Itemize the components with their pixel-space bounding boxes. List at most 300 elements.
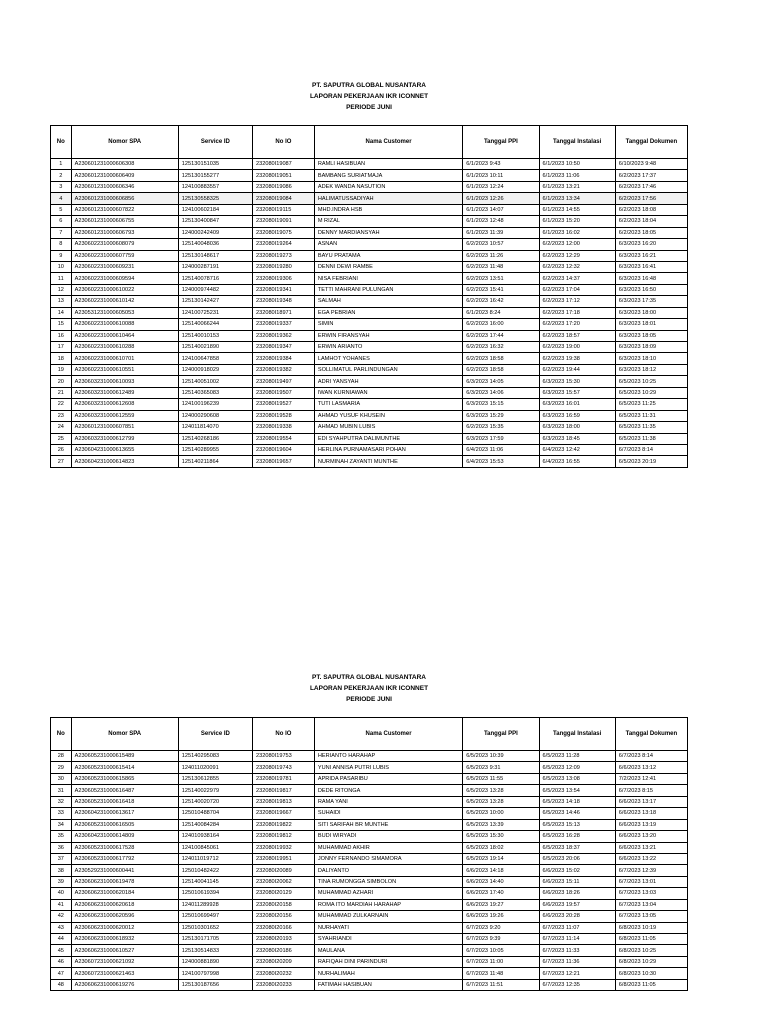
cell-service-id: 124100883557 xyxy=(178,181,252,192)
cell-tanggal-dokumen: 7/2/2023 12:41 xyxy=(615,773,687,784)
cell-no: 24 xyxy=(51,422,72,433)
cell-tanggal-ppi: 6/1/2023 8:24 xyxy=(463,307,539,318)
cell-no: 8 xyxy=(51,239,72,250)
cell-no-io: 232080I20209 xyxy=(253,956,315,967)
table-row xyxy=(51,239,688,250)
cell-tanggal-dokumen: 6/7/2023 13:01 xyxy=(615,876,687,887)
table-row xyxy=(51,159,688,170)
cell-no: 14 xyxy=(51,307,72,318)
cell-no-io: 232080I20186 xyxy=(253,945,315,956)
cell-nama-customer: RAMA YANI xyxy=(314,796,462,807)
cell-tanggal-ppi: 6/4/2023 15:53 xyxy=(463,456,539,467)
cell-service-id: 125140084284 xyxy=(178,819,252,830)
cell-service-id: 124100797998 xyxy=(178,968,252,979)
cell-nomor-spa: A230529231000600441 xyxy=(71,865,178,876)
cell-service-id: 125140078716 xyxy=(178,273,252,284)
table-row xyxy=(51,330,688,341)
table-row xyxy=(51,456,688,467)
cell-nomor-spa: A230605231000615489 xyxy=(71,751,178,762)
cell-no-io: 232080I20062 xyxy=(253,876,315,887)
cell-no-io: 232080I19347 xyxy=(253,342,315,353)
table-row xyxy=(51,387,688,398)
report-title: LAPORAN PEKERJAAN IKR ICONNET xyxy=(309,93,429,100)
cell-tanggal-ppi: 6/5/2023 13:28 xyxy=(463,785,539,796)
cell-tanggal-dokumen: 6/3/2023 16:20 xyxy=(615,239,687,250)
cell-no-io: 232080I19273 xyxy=(253,250,315,261)
cell-service-id: 125140022979 xyxy=(178,785,252,796)
cell-no: 44 xyxy=(51,934,72,945)
cell-service-id: 125140365083 xyxy=(178,387,252,398)
cell-nomor-spa: A230606231000619276 xyxy=(71,979,178,990)
cell-no-io: 232080I19554 xyxy=(253,433,315,444)
cell-nomor-spa: A230602231000610464 xyxy=(71,330,178,341)
cell-service-id: 125140048036 xyxy=(178,239,252,250)
cell-service-id: 124100845061 xyxy=(178,842,252,853)
cell-service-id: 125140211864 xyxy=(178,456,252,467)
table-row xyxy=(51,273,688,284)
cell-tanggal-ppi: 6/1/2023 9:43 xyxy=(463,159,539,170)
cell-nama-customer: AHMAD YUSUF KHUSEIN xyxy=(314,410,462,421)
cell-tanggal-ppi: 6/1/2023 10:11 xyxy=(463,170,539,181)
cell-service-id: 125010301652 xyxy=(178,922,252,933)
cell-tanggal-ppi: 6/6/2023 17:40 xyxy=(463,888,539,899)
cell-no-io: 232080I19507 xyxy=(253,387,315,398)
cell-tanggal-dokumen: 6/5/2023 11:38 xyxy=(615,433,687,444)
table-row xyxy=(51,773,688,784)
table-row xyxy=(51,785,688,796)
cell-service-id: 125140021890 xyxy=(178,342,252,353)
table-row xyxy=(51,819,688,830)
cell-no-io: 232080I19497 xyxy=(253,376,315,387)
cell-nomor-spa: A230605231000616505 xyxy=(71,819,178,830)
cell-nomor-spa: A230601231000606409 xyxy=(71,170,178,181)
cell-nomor-spa: A230602231000609594 xyxy=(71,273,178,284)
col-header-nomor-spa: Nomor SPA xyxy=(71,126,178,159)
cell-tanggal-ppi: 6/5/2023 19:14 xyxy=(463,853,539,864)
cell-no: 32 xyxy=(51,796,72,807)
cell-tanggal-instalasi: 6/6/2023 20:28 xyxy=(539,911,615,922)
table-row xyxy=(51,899,688,910)
cell-tanggal-ppi: 6/1/2023 14:07 xyxy=(463,204,539,215)
company-name: PT. SAPUTRA GLOBAL NUSANTARA xyxy=(312,82,426,89)
cell-tanggal-instalasi: 6/1/2023 11:06 xyxy=(539,170,615,181)
cell-no: 33 xyxy=(51,808,72,819)
report-header xyxy=(50,672,688,705)
cell-tanggal-ppi: 6/5/2023 11:55 xyxy=(463,773,539,784)
table-row xyxy=(51,751,688,762)
cell-tanggal-ppi: 6/2/2023 15:41 xyxy=(463,284,539,295)
table-row xyxy=(51,979,688,990)
cell-service-id: 125140289955 xyxy=(178,444,252,455)
cell-nomor-spa: A230602231000610142 xyxy=(71,296,178,307)
cell-no: 46 xyxy=(51,956,72,967)
cell-no: 13 xyxy=(51,296,72,307)
cell-nomor-spa: A230606231000620012 xyxy=(71,922,178,933)
cell-no-io: 232080I19382 xyxy=(253,364,315,375)
cell-tanggal-instalasi: 6/2/2023 12:00 xyxy=(539,239,615,250)
cell-nomor-spa: A230606231000620596 xyxy=(71,911,178,922)
cell-service-id: 125010699497 xyxy=(178,911,252,922)
cell-service-id: 125130612855 xyxy=(178,773,252,784)
cell-nama-customer: ERWIN ARIANTO xyxy=(314,342,462,353)
cell-tanggal-ppi: 6/2/2023 18:58 xyxy=(463,353,539,364)
cell-service-id: 125010619394 xyxy=(178,888,252,899)
table-row xyxy=(51,934,688,945)
table-row xyxy=(51,204,688,215)
cell-tanggal-dokumen: 6/3/2023 16:21 xyxy=(615,250,687,261)
cell-service-id: 125130142427 xyxy=(178,296,252,307)
cell-tanggal-dokumen: 6/3/2023 16:50 xyxy=(615,284,687,295)
cell-tanggal-ppi: 6/1/2023 11:39 xyxy=(463,227,539,238)
cell-no-io: 232080I19362 xyxy=(253,330,315,341)
cell-nama-customer: DALIYANTO xyxy=(314,865,462,876)
cell-nama-customer: HALIMATUSSADIYAH xyxy=(314,193,462,204)
cell-nama-customer: LAMHOT YOHANES xyxy=(314,353,462,364)
cell-tanggal-dokumen: 6/5/2023 11:31 xyxy=(615,410,687,421)
cell-tanggal-dokumen: 6/5/2023 11:35 xyxy=(615,422,687,433)
cell-tanggal-dokumen: 6/7/2023 8:14 xyxy=(615,751,687,762)
cell-tanggal-instalasi: 6/3/2023 15:57 xyxy=(539,387,615,398)
cell-tanggal-instalasi: 6/5/2023 14:46 xyxy=(539,808,615,819)
cell-tanggal-instalasi: 6/5/2023 12:09 xyxy=(539,762,615,773)
cell-tanggal-dokumen: 6/6/2023 13:19 xyxy=(615,819,687,830)
table-row xyxy=(51,193,688,204)
cell-tanggal-instalasi: 6/1/2023 10:50 xyxy=(539,159,615,170)
table-row xyxy=(51,968,688,979)
table-row xyxy=(51,808,688,819)
cell-service-id: 124100725231 xyxy=(178,307,252,318)
col-header-tanggal-ppi: Tanggal PPI xyxy=(463,718,539,751)
cell-nomor-spa: A230607231000621463 xyxy=(71,968,178,979)
cell-nama-customer: DENNY MARDIANSYAH xyxy=(314,227,462,238)
cell-tanggal-dokumen: 6/10/2023 9:48 xyxy=(615,159,687,170)
cell-no-io: 232080I19781 xyxy=(253,773,315,784)
table-row xyxy=(51,216,688,227)
table-row xyxy=(51,261,688,272)
cell-no-io: 232080I19817 xyxy=(253,785,315,796)
cell-nomor-spa: A230531231000605053 xyxy=(71,307,178,318)
cell-nama-customer: NURHALIMAH xyxy=(314,968,462,979)
cell-tanggal-ppi: 6/5/2023 18:02 xyxy=(463,842,539,853)
cell-tanggal-instalasi: 6/1/2023 16:02 xyxy=(539,227,615,238)
cell-tanggal-dokumen: 6/3/2023 18:10 xyxy=(615,353,687,364)
cell-no-io: 232080I19812 xyxy=(253,831,315,842)
cell-nama-customer: ADRI YANSYAH xyxy=(314,376,462,387)
cell-nama-customer: AHMAD MUBIN LUBIS xyxy=(314,422,462,433)
cell-tanggal-instalasi: 6/7/2023 12:21 xyxy=(539,968,615,979)
cell-nomor-spa: A230602231000610288 xyxy=(71,342,178,353)
cell-nama-customer: DEDE RITONGA xyxy=(314,785,462,796)
cell-no: 41 xyxy=(51,899,72,910)
cell-no-io: 232080I19384 xyxy=(253,353,315,364)
cell-service-id: 125010482422 xyxy=(178,865,252,876)
cell-nama-customer: NURMINAH ZAYANTI MUNTHE xyxy=(314,456,462,467)
cell-nomor-spa: A230603231000612608 xyxy=(71,399,178,410)
cell-service-id: 124000242409 xyxy=(178,227,252,238)
cell-no: 4 xyxy=(51,193,72,204)
table-body xyxy=(51,751,688,991)
table-row xyxy=(51,296,688,307)
cell-tanggal-dokumen: 6/7/2023 8:15 xyxy=(615,785,687,796)
cell-tanggal-instalasi: 6/1/2023 14:55 xyxy=(539,204,615,215)
cell-no: 22 xyxy=(51,399,72,410)
cell-nomor-spa: A230606231000610527 xyxy=(71,945,178,956)
cell-no: 39 xyxy=(51,876,72,887)
cell-service-id: 125130148617 xyxy=(178,250,252,261)
cell-tanggal-dokumen: 6/3/2023 17:35 xyxy=(615,296,687,307)
cell-service-id: 125140268186 xyxy=(178,433,252,444)
col-header-tanggal-instalasi: Tanggal Instalasi xyxy=(539,126,615,159)
table-row xyxy=(51,865,688,876)
cell-service-id: 125130558325 xyxy=(178,193,252,204)
cell-tanggal-dokumen: 6/2/2023 18:05 xyxy=(615,227,687,238)
cell-no-io: 232080I20089 xyxy=(253,865,315,876)
cell-no-io: 232080I20166 xyxy=(253,922,315,933)
table-header-row xyxy=(51,126,688,159)
cell-tanggal-ppi: 6/2/2023 16:32 xyxy=(463,342,539,353)
cell-tanggal-ppi: 6/5/2023 10:00 xyxy=(463,808,539,819)
cell-nomor-spa: A230601231000607851 xyxy=(71,422,178,433)
cell-nama-customer: EDI SYAHPUTRA DALIMUNTHE xyxy=(314,433,462,444)
cell-no: 34 xyxy=(51,819,72,830)
cell-tanggal-ppi: 6/6/2023 14:18 xyxy=(463,865,539,876)
table-row xyxy=(51,853,688,864)
cell-tanggal-instalasi: 6/5/2023 11:28 xyxy=(539,751,615,762)
cell-no: 31 xyxy=(51,785,72,796)
cell-no-io: 232080I19753 xyxy=(253,751,315,762)
cell-service-id: 124100196239 xyxy=(178,399,252,410)
cell-service-id: 125130151035 xyxy=(178,159,252,170)
cell-tanggal-dokumen: 6/8/2023 10:19 xyxy=(615,922,687,933)
cell-no-io: 232080I19743 xyxy=(253,762,315,773)
cell-no-io: 232080I19280 xyxy=(253,261,315,272)
cell-no-io: 232080I20158 xyxy=(253,899,315,910)
cell-nomor-spa: A230605231000616418 xyxy=(71,796,178,807)
cell-tanggal-ppi: 6/7/2023 11:51 xyxy=(463,979,539,990)
cell-nomor-spa: A230607231000621092 xyxy=(71,956,178,967)
col-header-tanggal-dokumen: Tanggal Dokumen xyxy=(615,126,687,159)
cell-tanggal-instalasi: 6/2/2023 14:37 xyxy=(539,273,615,284)
cell-no: 29 xyxy=(51,762,72,773)
cell-no: 19 xyxy=(51,364,72,375)
report-title: LAPORAN PEKERJAAN IKR ICONNET xyxy=(309,685,429,692)
cell-tanggal-instalasi: 6/5/2023 13:08 xyxy=(539,773,615,784)
col-header-no: No xyxy=(51,126,72,159)
cell-no-io: 232080I19091 xyxy=(253,216,315,227)
cell-nomor-spa: A230602231000607759 xyxy=(71,250,178,261)
cell-nama-customer: BUDI WIRYADI xyxy=(314,831,462,842)
cell-nomor-spa: A230604231000613617 xyxy=(71,808,178,819)
cell-tanggal-instalasi: 6/7/2023 11:33 xyxy=(539,945,615,956)
cell-nomor-spa: A230601231000606755 xyxy=(71,216,178,227)
cell-nama-customer: MUHAMMAD ZULKARNAIN xyxy=(314,911,462,922)
cell-tanggal-ppi: 6/7/2023 9:39 xyxy=(463,934,539,945)
cell-nomor-spa: A230604231000614823 xyxy=(71,456,178,467)
cell-tanggal-ppi: 6/6/2023 19:26 xyxy=(463,911,539,922)
cell-nama-customer: ERWIN FIRANSYAH xyxy=(314,330,462,341)
cell-no: 36 xyxy=(51,842,72,853)
table-header-row xyxy=(51,718,688,751)
cell-tanggal-dokumen: 6/6/2023 13:21 xyxy=(615,842,687,853)
cell-no-io: 232080I19527 xyxy=(253,399,315,410)
cell-nomor-spa: A230602231000608079 xyxy=(71,239,178,250)
report-page-1 xyxy=(50,80,688,468)
cell-no: 17 xyxy=(51,342,72,353)
cell-service-id: 124011020091 xyxy=(178,762,252,773)
cell-tanggal-instalasi: 6/6/2023 15:02 xyxy=(539,865,615,876)
cell-tanggal-ppi: 6/3/2023 17:59 xyxy=(463,433,539,444)
cell-no-io: 232080I19084 xyxy=(253,193,315,204)
cell-tanggal-ppi: 6/3/2023 15:15 xyxy=(463,399,539,410)
cell-nomor-spa: A230602231000610551 xyxy=(71,364,178,375)
cell-no: 1 xyxy=(51,159,72,170)
table-row xyxy=(51,796,688,807)
cell-service-id: 124011289928 xyxy=(178,899,252,910)
cell-nama-customer: MHD.INDRA HSB xyxy=(314,204,462,215)
table-row xyxy=(51,319,688,330)
cell-service-id: 124010938164 xyxy=(178,831,252,842)
cell-nama-customer: ADEK WANDA NASUTION xyxy=(314,181,462,192)
company-name: PT. SAPUTRA GLOBAL NUSANTARA xyxy=(312,674,426,681)
cell-no-io: 232080I20232 xyxy=(253,968,315,979)
cell-nama-customer: BAMBANG SURIATMAJA xyxy=(314,170,462,181)
cell-nomor-spa: A230601231000606308 xyxy=(71,159,178,170)
cell-tanggal-instalasi: 6/2/2023 19:38 xyxy=(539,353,615,364)
cell-tanggal-ppi: 6/4/2023 11:06 xyxy=(463,444,539,455)
cell-no-io: 232080I19264 xyxy=(253,239,315,250)
cell-service-id: 125140066244 xyxy=(178,319,252,330)
cell-nomor-spa: A230606231000620184 xyxy=(71,888,178,899)
cell-no-io: 232080I19337 xyxy=(253,319,315,330)
cell-no-io: 232080I19657 xyxy=(253,456,315,467)
cell-tanggal-instalasi: 6/5/2023 13:54 xyxy=(539,785,615,796)
cell-tanggal-dokumen: 6/8/2023 10:29 xyxy=(615,956,687,967)
cell-nomor-spa: A230606231000618932 xyxy=(71,934,178,945)
cell-tanggal-instalasi: 6/3/2023 18:45 xyxy=(539,433,615,444)
cell-tanggal-dokumen: 6/3/2023 18:05 xyxy=(615,330,687,341)
table-row xyxy=(51,353,688,364)
col-header-tanggal-dokumen: Tanggal Dokumen xyxy=(615,718,687,751)
cell-tanggal-instalasi: 6/2/2023 17:04 xyxy=(539,284,615,295)
cell-no: 15 xyxy=(51,319,72,330)
cell-service-id: 124000881890 xyxy=(178,956,252,967)
cell-nomor-spa: A230602231000610088 xyxy=(71,319,178,330)
cell-tanggal-instalasi: 6/3/2023 15:30 xyxy=(539,376,615,387)
cell-service-id: 124000918029 xyxy=(178,364,252,375)
cell-no: 38 xyxy=(51,865,72,876)
table-row xyxy=(51,762,688,773)
cell-no: 26 xyxy=(51,444,72,455)
cell-tanggal-instalasi: 6/2/2023 17:12 xyxy=(539,296,615,307)
cell-nomor-spa: A230602231000609231 xyxy=(71,261,178,272)
cell-nomor-spa: A230604231000613655 xyxy=(71,444,178,455)
cell-tanggal-ppi: 6/7/2023 11:00 xyxy=(463,956,539,967)
table-row xyxy=(51,956,688,967)
cell-nomor-spa: A230601231000606856 xyxy=(71,193,178,204)
cell-no-io: 232080I19051 xyxy=(253,170,315,181)
cell-tanggal-ppi: 6/5/2023 15:30 xyxy=(463,831,539,842)
report-period: PERIODE JUNI xyxy=(346,104,392,111)
table-row xyxy=(51,831,688,842)
table-row xyxy=(51,170,688,181)
cell-no-io: 232080I19075 xyxy=(253,227,315,238)
cell-tanggal-instalasi: 6/7/2023 11:07 xyxy=(539,922,615,933)
table-row xyxy=(51,250,688,261)
cell-no: 7 xyxy=(51,227,72,238)
cell-tanggal-dokumen: 6/3/2023 18:01 xyxy=(615,319,687,330)
cell-tanggal-ppi: 6/2/2023 17:44 xyxy=(463,330,539,341)
cell-nama-customer: SITI SARIFAH BR MUNTHE xyxy=(314,819,462,830)
cell-no: 5 xyxy=(51,204,72,215)
cell-tanggal-instalasi: 6/5/2023 16:28 xyxy=(539,831,615,842)
cell-no: 37 xyxy=(51,853,72,864)
cell-no-io: 232080I20233 xyxy=(253,979,315,990)
cell-tanggal-dokumen: 6/3/2023 16:41 xyxy=(615,261,687,272)
cell-no-io: 232080I19822 xyxy=(253,819,315,830)
cell-tanggal-instalasi: 6/5/2023 14:18 xyxy=(539,796,615,807)
cell-no-io: 232080I20129 xyxy=(253,888,315,899)
cell-no-io: 232080I19932 xyxy=(253,842,315,853)
cell-nama-customer: SOLLIMATUL PARLINDUNGAN xyxy=(314,364,462,375)
cell-service-id: 125130400847 xyxy=(178,216,252,227)
cell-service-id: 125130187656 xyxy=(178,979,252,990)
table-row xyxy=(51,922,688,933)
cell-tanggal-ppi: 6/2/2023 11:48 xyxy=(463,261,539,272)
cell-tanggal-ppi: 6/2/2023 11:26 xyxy=(463,250,539,261)
cell-tanggal-instalasi: 6/1/2023 15:20 xyxy=(539,216,615,227)
cell-tanggal-ppi: 6/7/2023 9:20 xyxy=(463,922,539,933)
report-header xyxy=(50,80,688,113)
col-header-nomor-spa: Nomor SPA xyxy=(71,718,178,751)
cell-tanggal-instalasi: 6/1/2023 13:21 xyxy=(539,181,615,192)
cell-tanggal-dokumen: 6/6/2023 13:12 xyxy=(615,762,687,773)
col-header-service-id: Service ID xyxy=(178,718,252,751)
cell-no: 45 xyxy=(51,945,72,956)
cell-service-id: 124011814070 xyxy=(178,422,252,433)
cell-nama-customer: SIMIN xyxy=(314,319,462,330)
cell-nama-customer: SUHAIDI xyxy=(314,808,462,819)
cell-no-io: 232080I20156 xyxy=(253,911,315,922)
cell-no: 9 xyxy=(51,250,72,261)
table-row xyxy=(51,376,688,387)
cell-no: 48 xyxy=(51,979,72,990)
cell-tanggal-dokumen: 6/3/2023 16:48 xyxy=(615,273,687,284)
cell-tanggal-dokumen: 6/5/2023 10:29 xyxy=(615,387,687,398)
cell-tanggal-dokumen: 6/7/2023 13:03 xyxy=(615,888,687,899)
cell-tanggal-instalasi: 6/2/2023 19:44 xyxy=(539,364,615,375)
cell-tanggal-instalasi: 6/3/2023 18:00 xyxy=(539,422,615,433)
cell-no: 40 xyxy=(51,888,72,899)
cell-no-io: 232080I19667 xyxy=(253,808,315,819)
cell-nama-customer: TUTI LASMARIA xyxy=(314,399,462,410)
cell-nomor-spa: A230605231000617792 xyxy=(71,853,178,864)
cell-service-id: 125130171705 xyxy=(178,934,252,945)
cell-nama-customer: NURHAYATI xyxy=(314,922,462,933)
cell-tanggal-instalasi: 6/2/2023 17:18 xyxy=(539,307,615,318)
report-page-2 xyxy=(50,672,688,991)
cell-no: 18 xyxy=(51,353,72,364)
cell-nama-customer: HERLINA PURNAMASARI POHAN xyxy=(314,444,462,455)
cell-nomor-spa: A230604231000614809 xyxy=(71,831,178,842)
cell-tanggal-dokumen: 6/3/2023 18:12 xyxy=(615,364,687,375)
cell-no-io: 232080I20193 xyxy=(253,934,315,945)
cell-service-id: 125130514833 xyxy=(178,945,252,956)
cell-tanggal-dokumen: 6/3/2023 18:09 xyxy=(615,342,687,353)
cell-nama-customer: EGA PEBRIAN xyxy=(314,307,462,318)
cell-nama-customer: IWAN KURNIAWAN xyxy=(314,387,462,398)
cell-service-id: 125130155277 xyxy=(178,170,252,181)
table-row xyxy=(51,181,688,192)
